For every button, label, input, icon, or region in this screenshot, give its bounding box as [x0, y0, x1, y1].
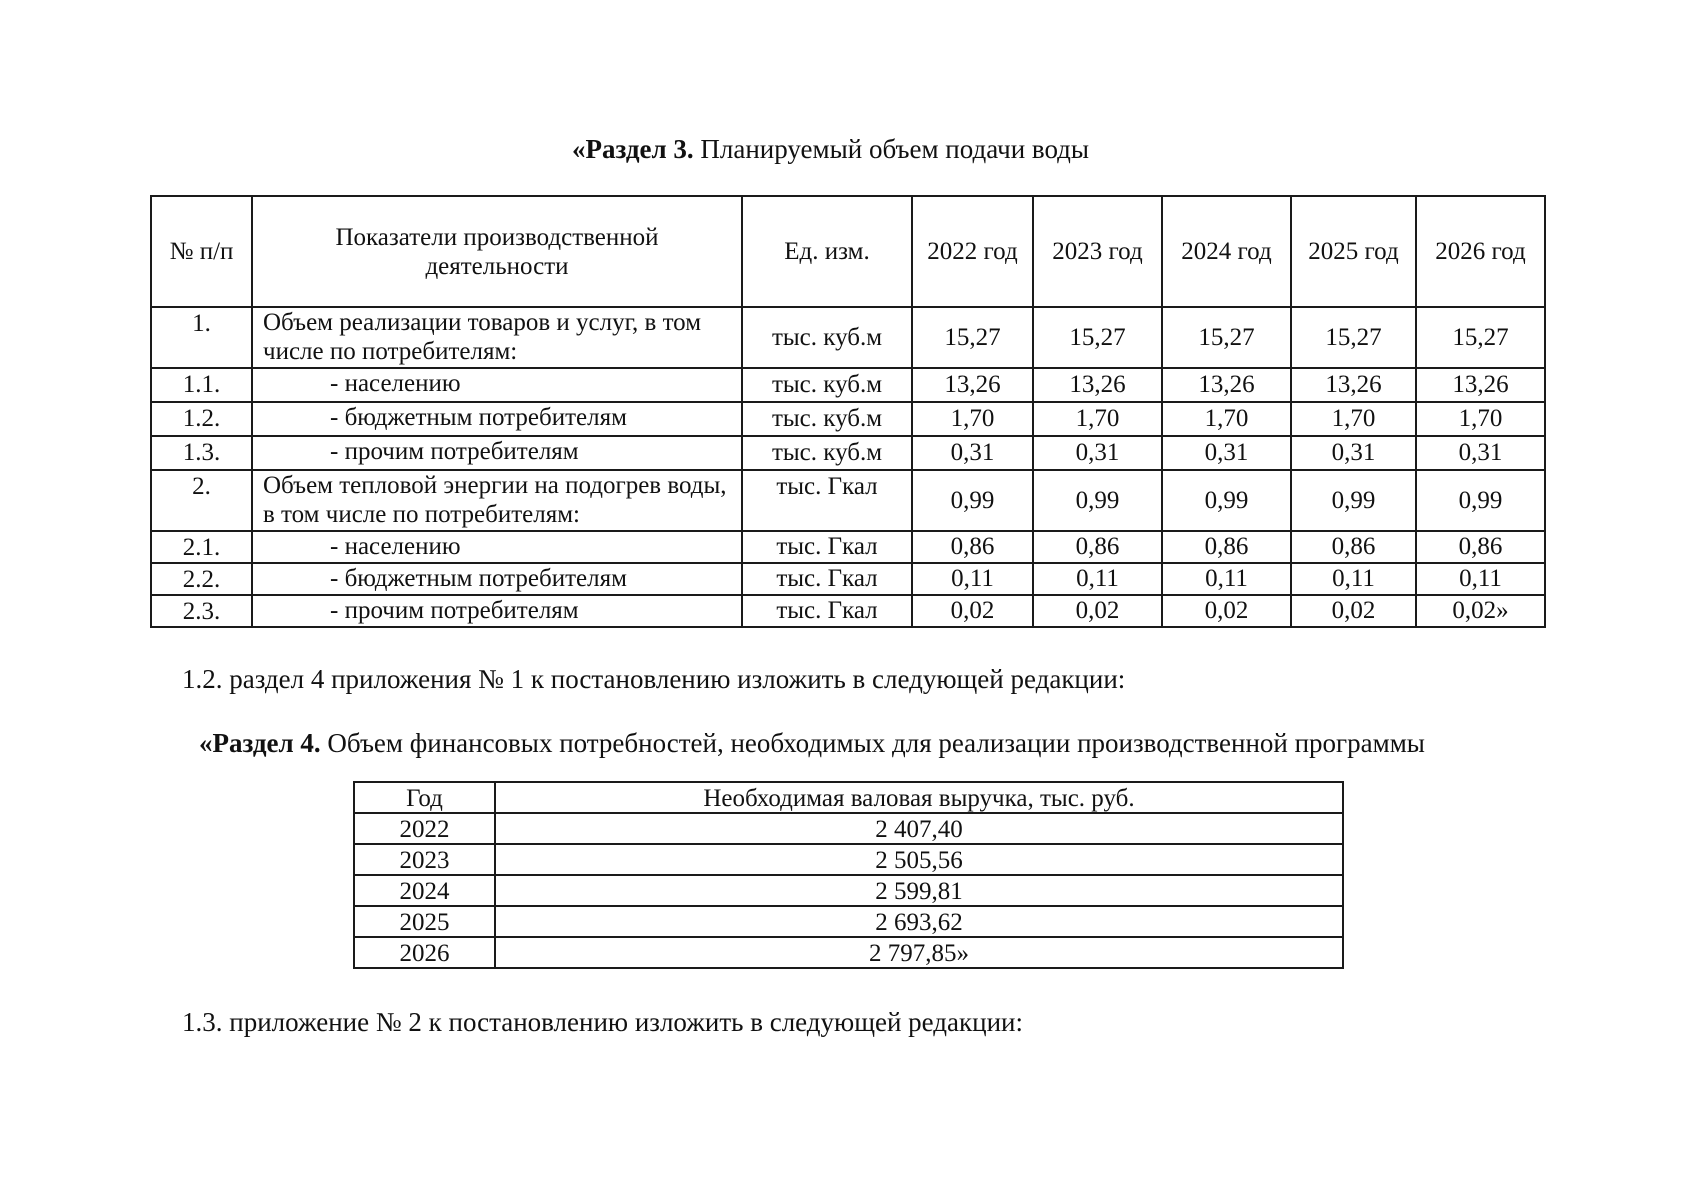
table-row — [354, 875, 1343, 906]
value-2025: 0,31 — [1291, 436, 1416, 470]
section4-heading — [199, 727, 1425, 759]
row-unit: тыс. куб.м — [742, 402, 912, 436]
revenue-cell: 2 797,85» — [495, 937, 1343, 968]
value-2023: 0,99 — [1033, 470, 1162, 531]
value-2025: 0,86 — [1291, 531, 1416, 563]
table-row — [354, 937, 1343, 968]
revenue-cell: 2 407,40 — [495, 813, 1343, 844]
value-2023: 0,86 — [1033, 531, 1162, 563]
row-num: 1.3. — [151, 436, 252, 470]
col-header-num: № п/п — [151, 196, 252, 307]
value-2025: 15,27 — [1291, 307, 1416, 368]
table-row — [354, 844, 1343, 875]
value-2023: 0,02 — [1033, 595, 1162, 627]
value-2023: 1,70 — [1033, 402, 1162, 436]
col-header-revenue: Необходимая валовая выручка, тыс. руб. — [495, 782, 1343, 813]
table-row — [354, 813, 1343, 844]
row-num: 2.3. — [151, 595, 252, 627]
table-row — [354, 906, 1343, 937]
row-indicator: - бюджетным потребителям — [252, 402, 742, 436]
water-supply-table — [150, 195, 1546, 628]
revenue-cell: 2 505,56 — [495, 844, 1343, 875]
value-2024: 0,31 — [1162, 436, 1291, 470]
col-header-2023: 2023 год — [1033, 196, 1162, 307]
row-indicator: Объем реализации товаров и услуг, в том числе по потребителям: — [252, 307, 742, 368]
value-2025: 0,11 — [1291, 563, 1416, 595]
table-row — [151, 563, 1545, 595]
value-2022: 1,70 — [912, 402, 1033, 436]
row-num: 2. — [151, 470, 252, 531]
value-2026: 0,02» — [1416, 595, 1545, 627]
row-unit: тыс. Гкал — [742, 595, 912, 627]
value-2026: 13,26 — [1416, 368, 1545, 402]
section4-heading-bold: «Раздел 4. — [199, 728, 321, 758]
col-header-unit: Ед. изм. — [742, 196, 912, 307]
year-cell: 2022 — [354, 813, 495, 844]
value-2022: 13,26 — [912, 368, 1033, 402]
table-row — [151, 436, 1545, 470]
value-2025: 0,99 — [1291, 470, 1416, 531]
table-row — [151, 402, 1545, 436]
year-cell: 2023 — [354, 844, 495, 875]
value-2024: 1,70 — [1162, 402, 1291, 436]
section3-heading-bold: «Раздел 3. — [572, 134, 694, 164]
year-cell: 2024 — [354, 875, 495, 906]
value-2024: 13,26 — [1162, 368, 1291, 402]
row-indicator: - населению — [252, 531, 742, 563]
value-2024: 0,02 — [1162, 595, 1291, 627]
year-cell: 2025 — [354, 906, 495, 937]
table-row — [151, 595, 1545, 627]
row-unit: тыс. Гкал — [742, 563, 912, 595]
value-2025: 13,26 — [1291, 368, 1416, 402]
value-2026: 15,27 — [1416, 307, 1545, 368]
col-header-2024: 2024 год — [1162, 196, 1291, 307]
row-num: 2.2. — [151, 563, 252, 595]
value-2025: 1,70 — [1291, 402, 1416, 436]
row-unit: тыс. куб.м — [742, 436, 912, 470]
value-2026: 0,31 — [1416, 436, 1545, 470]
table-header-row — [151, 196, 1545, 307]
row-num: 2.1. — [151, 531, 252, 563]
value-2026: 1,70 — [1416, 402, 1545, 436]
row-indicator: Объем тепловой энергии на подогрев воды, в том числе по потребителям: — [252, 470, 742, 531]
col-header-year: Год — [354, 782, 495, 813]
row-unit: тыс. Гкал — [742, 531, 912, 563]
value-2026: 0,11 — [1416, 563, 1545, 595]
table-header-row — [354, 782, 1343, 813]
value-2022: 0,99 — [912, 470, 1033, 531]
value-2023: 0,11 — [1033, 563, 1162, 595]
value-2022: 0,11 — [912, 563, 1033, 595]
revenue-cell: 2 693,62 — [495, 906, 1343, 937]
table-row — [151, 368, 1545, 402]
value-2022: 0,86 — [912, 531, 1033, 563]
value-2022: 15,27 — [912, 307, 1033, 368]
row-num: 1. — [151, 307, 252, 368]
section3-heading-text: Планируемый объем подачи воды — [693, 134, 1090, 164]
value-2022: 0,31 — [912, 436, 1033, 470]
row-num: 1.2. — [151, 402, 252, 436]
col-header-2025: 2025 год — [1291, 196, 1416, 307]
value-2025: 0,02 — [1291, 595, 1416, 627]
col-header-2022: 2022 год — [912, 196, 1033, 307]
row-unit: тыс. Гкал — [742, 470, 912, 531]
value-2023: 13,26 — [1033, 368, 1162, 402]
table-row — [151, 307, 1545, 368]
value-2024: 0,86 — [1162, 531, 1291, 563]
value-2023: 0,31 — [1033, 436, 1162, 470]
table-row — [151, 470, 1545, 531]
paragraph-1-2: 1.2. раздел 4 приложения № 1 к постановлению изложить в следующей редакции: — [182, 664, 1126, 694]
value-2024: 0,99 — [1162, 470, 1291, 531]
row-indicator: - бюджетным потребителям — [252, 563, 742, 595]
row-indicator: - прочим потребителям — [252, 595, 742, 627]
section3-heading — [572, 133, 1089, 165]
paragraph-1-3: 1.3. приложение № 2 к постановлению изложить в следующей редакции: — [182, 1007, 1023, 1037]
value-2024: 15,27 — [1162, 307, 1291, 368]
col-header-2026: 2026 год — [1416, 196, 1545, 307]
row-indicator: - прочим потребителям — [252, 436, 742, 470]
revenue-cell: 2 599,81 — [495, 875, 1343, 906]
value-2022: 0,02 — [912, 595, 1033, 627]
row-indicator: - населению — [252, 368, 742, 402]
row-unit: тыс. куб.м — [742, 307, 912, 368]
table-row — [151, 531, 1545, 563]
revenue-table — [353, 781, 1344, 969]
year-cell: 2026 — [354, 937, 495, 968]
row-num: 1.1. — [151, 368, 252, 402]
value-2026: 0,86 — [1416, 531, 1545, 563]
section4-heading-text: Объем финансовых потребностей, необходимых для реализации производственной программы — [320, 728, 1425, 758]
value-2024: 0,11 — [1162, 563, 1291, 595]
row-unit: тыс. куб.м — [742, 368, 912, 402]
value-2026: 0,99 — [1416, 470, 1545, 531]
value-2023: 15,27 — [1033, 307, 1162, 368]
col-header-indicator: Показатели производственной деятельности — [252, 196, 742, 307]
